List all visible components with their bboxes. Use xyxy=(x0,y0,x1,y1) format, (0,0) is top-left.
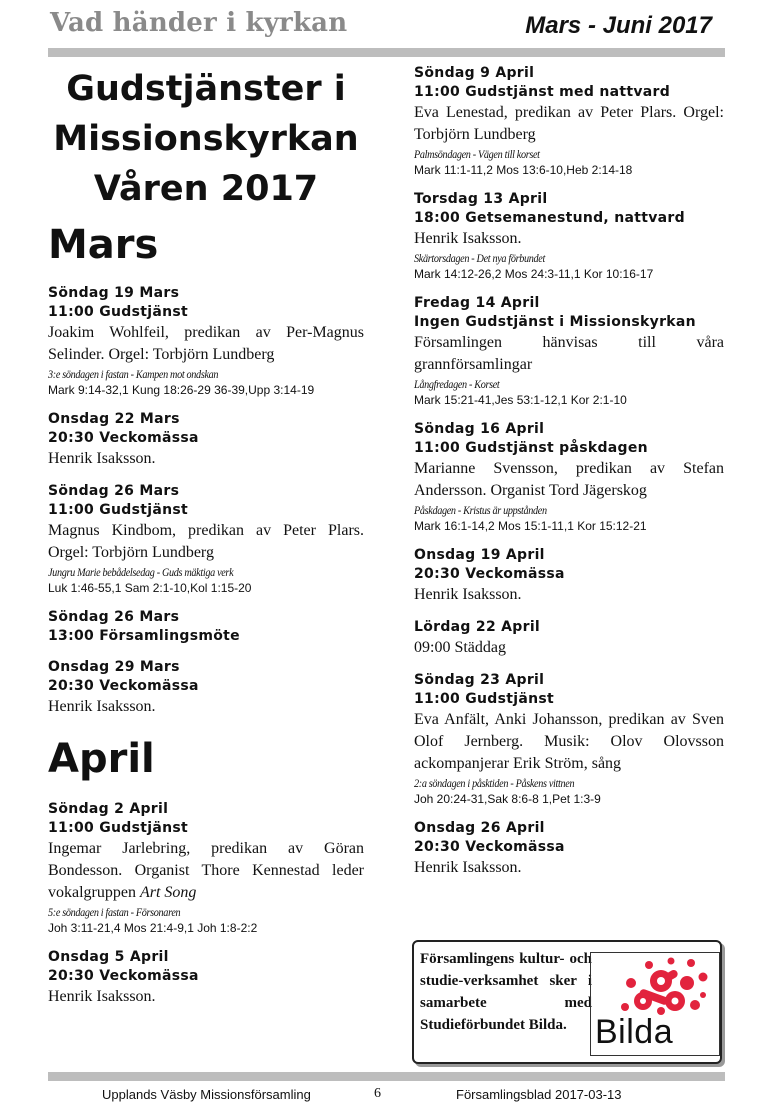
event-date: Onsdag 22 Mars xyxy=(48,411,180,427)
event-description: Marianne Svensson, predikan av Stefan Andersson. Organist Tord Jägerskog xyxy=(414,460,724,499)
event-description: Eva Lenestad, predikan av Peter Plars. Orgel: Torbjörn Lundberg xyxy=(414,104,724,143)
event-liturgical-day: Skärtorsdagen - Det nya förbundet xyxy=(414,251,545,265)
event-date: Onsdag 26 April xyxy=(414,820,545,836)
event-item xyxy=(48,482,364,596)
event-item xyxy=(48,284,364,398)
top-rule xyxy=(48,48,725,57)
event-time: 20:30 Veckomässa xyxy=(414,566,565,582)
event-time: 11:00 Gudstjänst med nattvard xyxy=(414,84,671,100)
event-readings: Mark 14:12-26,2 Mos 24:3-11,1 Kor 10:16-17 xyxy=(414,267,654,281)
event-readings: Mark 9:14-32,1 Kung 18:26-29 36-39,Upp 3:14-19 xyxy=(48,383,315,397)
event-description: Henrik Isaksson. xyxy=(48,988,156,1005)
event-readings: Mark 15:21-41,Jes 53:1-12,1 Kor 2:1-10 xyxy=(414,393,627,407)
event-liturgical-day: Långfredagen - Korset xyxy=(414,377,500,391)
footer-organization: Upplands Väsby Missionsförsamling xyxy=(102,1087,311,1102)
main-title-line-1: Gudstjänster i xyxy=(66,69,346,109)
event-date: Söndag 23 April xyxy=(414,672,545,688)
event-date: Söndag 16 April xyxy=(414,421,545,437)
main-title-line-3: Våren 2017 xyxy=(93,169,319,209)
page-header-period: Mars - Juni 2017 xyxy=(525,12,712,39)
event-item xyxy=(48,608,364,646)
event-description: 09:00 Städdag xyxy=(414,639,506,656)
event-item xyxy=(414,64,724,178)
event-time: Ingen Gudstjänst i Missionskyrkan xyxy=(414,314,696,330)
month-heading-april: April xyxy=(48,736,155,782)
event-time: 20:30 Veckomässa xyxy=(48,430,199,446)
month-heading-march: Mars xyxy=(48,222,159,268)
left-column xyxy=(48,64,364,1020)
event-date: Söndag 9 April xyxy=(414,65,535,81)
event-description: Eva Anfält, Anki Johansson, predikan av Sven Olof Jernberg. Musik: Olov Olovsson ackompanjerar Erik Ström, sång xyxy=(414,711,724,772)
event-date: Onsdag 5 April xyxy=(48,949,169,965)
event-readings: Luk 1:46-55,1 Sam 2:1-10,Kol 1:15-20 xyxy=(48,581,252,595)
page-number: 6 xyxy=(374,1086,381,1101)
bilda-info-text: Församlingens kultur- och studie-verksamhet sker i samarbete med Studieförbundet Bilda. xyxy=(420,951,592,1033)
event-date: Onsdag 19 April xyxy=(414,547,545,563)
event-item xyxy=(414,190,724,282)
event-time: 11:00 Gudstjänst xyxy=(48,502,188,518)
event-date: Söndag 26 Mars xyxy=(48,609,180,625)
event-item xyxy=(414,819,724,879)
event-time: 13:00 Församlingsmöte xyxy=(48,628,240,644)
event-item xyxy=(48,410,364,470)
event-date: Torsdag 13 April xyxy=(414,191,548,207)
bilda-logo xyxy=(590,952,720,1056)
event-description xyxy=(48,838,364,904)
event-date: Lördag 22 April xyxy=(414,619,541,635)
event-description: Henrik Isaksson. xyxy=(48,450,156,467)
event-item xyxy=(414,420,724,534)
event-item xyxy=(48,948,364,1008)
footer-publication: Församlingsblad 2017-03-13 xyxy=(456,1087,622,1102)
right-column xyxy=(414,64,724,891)
event-liturgical-day: Påskdagen - Kristus är uppstånden xyxy=(414,503,547,517)
event-readings: Mark 16:1-14,2 Mos 15:1-11,1 Kor 15:12-21 xyxy=(414,519,647,533)
event-time: 20:30 Veckomässa xyxy=(48,968,199,984)
page-header-title: Vad händer i kyrkan xyxy=(50,8,348,38)
event-readings: Joh 3:11-21,4 Mos 21:4-9,1 Joh 1:8-2:2 xyxy=(48,921,258,935)
event-date: Söndag 26 Mars xyxy=(48,483,180,499)
event-time: 20:30 Veckomässa xyxy=(414,839,565,855)
event-description: Henrik Isaksson. xyxy=(414,230,522,247)
event-time: 18:00 Getsemanestund, nattvard xyxy=(414,210,685,226)
event-item xyxy=(414,671,724,807)
event-time: 20:30 Veckomässa xyxy=(48,678,199,694)
event-item xyxy=(414,294,724,408)
bilda-logo-text: Bilda xyxy=(595,1013,674,1051)
event-readings: Mark 11:1-11,2 Mos 13:6-10,Heb 2:14-18 xyxy=(414,163,633,177)
event-time: 11:00 Gudstjänst xyxy=(48,820,188,836)
event-date: Onsdag 29 Mars xyxy=(48,659,180,675)
event-liturgical-day: 5:e söndagen i fastan - Försonaren xyxy=(48,905,181,919)
event-description: Magnus Kindbom, predikan av Peter Plars. Orgel: Torbjörn Lundberg xyxy=(48,522,364,561)
event-description: Henrik Isaksson. xyxy=(414,859,522,876)
main-title-line-2: Missionskyrkan xyxy=(53,119,359,159)
event-description: Henrik Isaksson. xyxy=(48,698,156,715)
event-time: 11:00 Gudstjänst xyxy=(414,691,554,707)
event-readings: Joh 20:24-31,Sak 8:6-8 1,Pet 1:3-9 xyxy=(414,792,601,806)
event-liturgical-day: 3:e söndagen i fastan - Kampen mot ondskan xyxy=(48,367,219,381)
event-time: 11:00 Gudstjänst påskdagen xyxy=(414,440,648,456)
event-time: 11:00 Gudstjänst xyxy=(48,304,188,320)
event-liturgical-day: Palmsöndagen - Vägen till korset xyxy=(414,147,540,161)
event-item xyxy=(414,618,724,659)
event-item xyxy=(414,546,724,606)
event-description: Henrik Isaksson. xyxy=(414,586,522,603)
main-title xyxy=(48,64,364,214)
event-description-italic: Art Song xyxy=(139,884,197,901)
event-description: Joakim Wohlfeil, predikan av Per-Magnus Selinder. Orgel: Torbjörn Lundberg xyxy=(48,324,364,363)
event-liturgical-day: Jungru Marie bebådelsedag - Guds mäktiga verk xyxy=(48,565,234,579)
event-date: Söndag 2 April xyxy=(48,801,169,817)
event-liturgical-day: 2:a söndagen i påsktiden - Påskens vittnen xyxy=(414,776,575,790)
event-item xyxy=(48,658,364,718)
event-description: Församlingen hänvisas till våra grannförsamlingar xyxy=(414,334,724,373)
event-description-text: Ingemar Jarlebring, predikan av Göran Bondesson. Organist Thore Kennestad leder vokalgruppen xyxy=(48,840,364,901)
event-date: Fredag 14 April xyxy=(414,295,540,311)
event-item xyxy=(48,800,364,936)
event-date: Söndag 19 Mars xyxy=(48,285,180,301)
bilda-info-box xyxy=(412,940,722,1064)
bottom-rule xyxy=(48,1072,725,1081)
